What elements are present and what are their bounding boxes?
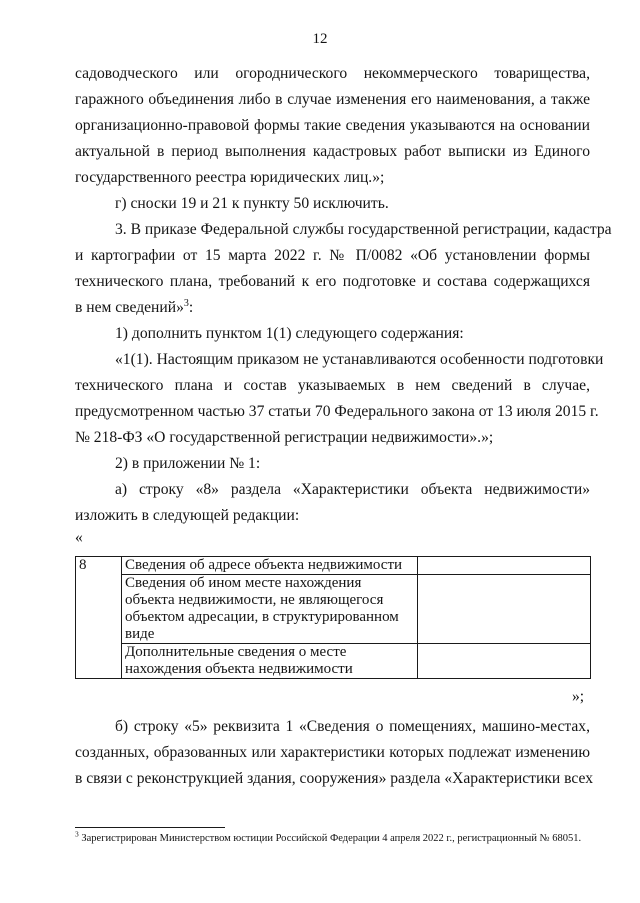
table-cell [122, 557, 418, 575]
cell-line: Дополнительные сведения о месте [125, 644, 347, 660]
paragraph-continuation [75, 61, 590, 191]
paragraph-footnotes-removal [75, 191, 590, 217]
table-cell [122, 575, 418, 644]
paragraph-item-2 [75, 451, 590, 477]
text-line: изложить в следующей редакции: [75, 507, 300, 524]
text-line: а) строку «8» раздела «Характеристики объекта недвижимости» [115, 481, 590, 498]
text-line: созданных, образованных или характеристики которых подлежат изменению [75, 744, 590, 761]
footnote-separator [75, 827, 225, 828]
text-line: 3. В приказе Федеральной службы государственной регистрации, кадастра [115, 221, 612, 238]
text-line: предусмотренном частью 37 статьи 70 Федерального закона от 13 июля 2015 г. [75, 403, 599, 420]
empty-cell [418, 557, 591, 575]
page-number: 12 [312, 31, 328, 47]
text-line: 2) в приложении № 1: [115, 455, 261, 472]
text-line: садоводческого или огороднического некоммерческого товарищества, [75, 65, 590, 82]
table-row [76, 644, 591, 679]
paragraph-item-a [75, 477, 590, 529]
closing-quote: »; [572, 688, 585, 705]
cell-line: нахождения объекта недвижимости [125, 661, 353, 677]
footnote-mark: 3 [75, 829, 79, 839]
text-line: «1(1). Настоящим приказом не устанавливаются особенности подготовки [115, 351, 604, 368]
paragraph-item-1 [75, 321, 590, 347]
text-line: актуальной в период выполнения кадастровых работ выписки из Единого [75, 143, 590, 160]
footnote-text: Зарегистрирован Министерством юстиции Российской Федерации 4 апреля 2022 г., регистрационный № 68051. [78, 833, 582, 844]
text-line: в связи с реконструкцией здания, сооружения» раздела «Характеристики всех [75, 770, 594, 787]
empty-cell [418, 575, 591, 644]
opening-quote: « [75, 529, 83, 546]
text-fragment: в нем сведений» [75, 299, 184, 316]
text-line: технического плана и состав указываемых в нем сведений в случае, [75, 377, 590, 394]
paragraph-order-3 [75, 217, 612, 321]
text-line: технического плана, требований к его подготовке и состава содержащихся [75, 273, 590, 290]
text-line: б) строку «5» реквизита 1 «Сведения о помещениях, машино-местах, [115, 718, 590, 735]
table-row [76, 575, 591, 644]
text-line: государственного реестра юридических лиц.»; [75, 169, 385, 186]
text-line: 1) дополнить пунктом 1(1) следующего содержания: [115, 325, 464, 342]
footnote-reference: 3 [183, 297, 189, 309]
text-line [75, 295, 590, 321]
text-line: и картографии от 15 марта 2022 г. № П/0082 «Об установлении формы [75, 247, 590, 264]
table-row [76, 557, 591, 575]
text-line: № 218-ФЗ «О государственной регистрации недвижимости».»; [75, 429, 494, 446]
row-number-cell: 8 [76, 557, 122, 679]
text-fragment: : [188, 299, 194, 316]
cell-line: объектом адресации, в структурированном [125, 609, 399, 625]
empty-cell [418, 644, 591, 679]
text-line: организационно-правовой формы такие сведения указываются на основании [75, 117, 590, 134]
text-line: г) сноски 19 и 21 к пункту 50 исключить. [115, 195, 389, 212]
amendment-table [75, 556, 591, 679]
paragraph-quote-1-1 [75, 347, 604, 451]
footnote [75, 829, 582, 844]
cell-line: Сведения об ином месте нахождения [125, 575, 362, 591]
text-line: гаражного объединения либо в случае изменения его наименования, а также [75, 91, 590, 108]
cell-line: виде [125, 626, 155, 642]
table-cell [122, 644, 418, 679]
paragraph-item-b [75, 714, 594, 792]
cell-line: объекта недвижимости, не являющегося [125, 592, 384, 608]
cell-line: Сведения об адресе объекта недвижимости [125, 557, 403, 573]
